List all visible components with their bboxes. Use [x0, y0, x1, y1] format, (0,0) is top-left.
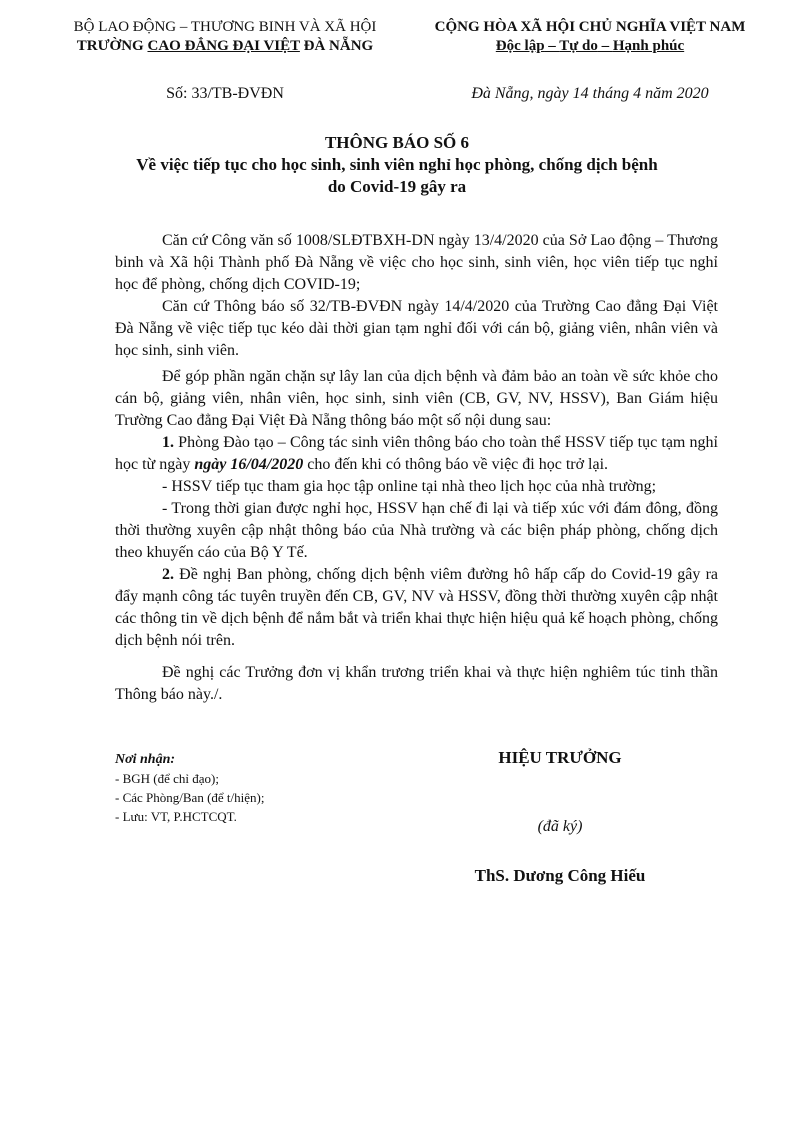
notice-title	[60, 132, 734, 198]
item-1-text-b: cho đến khi có thông báo về việc đi học trở lại.	[303, 456, 609, 473]
school-name-underlined: CAO ĐẲNG ĐẠI VIỆT	[147, 38, 300, 54]
motto-sep-1: –	[544, 38, 560, 54]
title-line-1: THÔNG BÁO SỐ 6	[324, 133, 470, 152]
paragraph-basis-1: Căn cứ Công văn số 1008/SLĐTBXH-DN ngày 13/4/2020 của Sở Lao động – Thương binh và Xã hội Thành phố Đà Nẵng về việc cho học sinh, sinh viên, học viên tiếp tục nghỉ học để phòng, chống dịch COVID-19;	[115, 232, 718, 293]
national-motto-block	[400, 18, 780, 56]
paragraph-basis-2: Căn cứ Thông báo số 32/TB-ĐVĐN ngày 14/4/2020 của Trường Cao đẳng Đại Việt Đà Nẵng về việc tiếp tục kéo dài thời gian tạm nghỉ đối với cán bộ, giảng viên, nhân viên và học sinh, sinh viên.	[115, 298, 718, 359]
signature-block	[430, 748, 690, 886]
national-title: CỘNG HÒA XÃ HỘI CHỦ NGHĨA VIỆT NAM	[434, 19, 746, 35]
title-line-2: Về việc tiếp tục cho học sinh, sinh viên nghỉ học phòng, chống dịch bệnh	[136, 155, 658, 174]
ministry-name: BỘ LAO ĐỘNG – THƯƠNG BINH VÀ XÃ HỘI	[73, 19, 377, 35]
paragraph-item-2	[115, 564, 718, 652]
paragraph-item-1	[115, 432, 718, 476]
item-1-text-a: Phòng Đào tạo – Công tác sinh viên thông báo cho toàn thể HSSV tiếp tục tạm nghỉ học từ ngày	[115, 434, 718, 473]
recipients-block	[115, 750, 415, 826]
signer-name: ThS. Dương Công Hiếu	[474, 866, 646, 885]
item-2-number: 2.	[162, 566, 174, 583]
paragraph-purpose: Để góp phần ngăn chặn sự lây lan của dịch bệnh và đảm bảo an toàn về sức khỏe cho cán bộ, giảng viên, nhân viên, học sinh, sinh viên (CB, GV, NV, HSSV), Ban Giám hiệu Trường Cao đẳng Đại Việt Đà Nẵng thông báo một số nội dung sau:	[115, 368, 718, 429]
school-name-suffix: ĐÀ NẴNG	[299, 38, 374, 54]
place-date: Đà Nẵng, ngày 14 tháng 4 năm 2020	[471, 85, 709, 102]
signer-position: HIỆU TRƯỞNG	[498, 748, 622, 767]
signed-note: (đã ký)	[537, 818, 583, 835]
bullet-limit-contact: - Trong thời gian được nghỉ học, HSSV hạn chế đi lại và tiếp xúc với đám đông, đồng thời thường xuyên cập nhật thông báo của Nhà trường và các biện pháp phòng, chống dịch theo khuyến cáo của Bộ Y Tế.	[115, 500, 718, 561]
recipients-heading: Nơi nhận:	[115, 752, 176, 767]
item-1-number: 1.	[162, 434, 174, 451]
document-number: Số: 33/TB-ĐVĐN	[166, 85, 284, 102]
recipient-item: - Lưu: VT, P.HCTCQT.	[115, 809, 237, 824]
motto-part-3: Hạnh phúc	[612, 38, 685, 54]
item-2-text: Đề nghị Ban phòng, chống dịch bệnh viêm đường hô hấp cấp do Covid-19 gây ra đẩy mạnh công tác tuyên truyền đến CB, GV, NV và HSSV, đồng thời thường xuyên cập nhật các thông tin về dịch bệnh để nắm bắt và triển khai thực hiện hiệu quả kế hoạch phòng, chống dịch bệnh nói trên.	[115, 566, 718, 649]
motto-part-1: Độc lập	[495, 38, 545, 54]
title-line-3: do Covid-19 gây ra	[327, 177, 467, 196]
motto	[400, 37, 780, 56]
motto-sep-2: –	[597, 38, 613, 54]
issuer-block	[40, 18, 410, 56]
item-1-date: ngày 16/04/2020	[194, 456, 304, 473]
notice-body	[115, 230, 718, 706]
school-name-prefix: TRƯỜNG	[76, 38, 148, 54]
bullet-online-study: - HSSV tiếp tục tham gia học tập online tại nhà theo lịch học của nhà trường;	[162, 478, 657, 495]
recipient-item: - BGH (để chỉ đạo);	[115, 771, 219, 786]
paragraph-closing: Đề nghị các Trưởng đơn vị khẩn trương triển khai và thực hiện nghiêm túc tinh thần Thông báo này./.	[115, 664, 718, 703]
recipient-item: - Các Phòng/Ban (để t/hiện);	[115, 790, 265, 805]
motto-part-2: Tự do	[559, 38, 598, 54]
school-name	[40, 37, 410, 56]
